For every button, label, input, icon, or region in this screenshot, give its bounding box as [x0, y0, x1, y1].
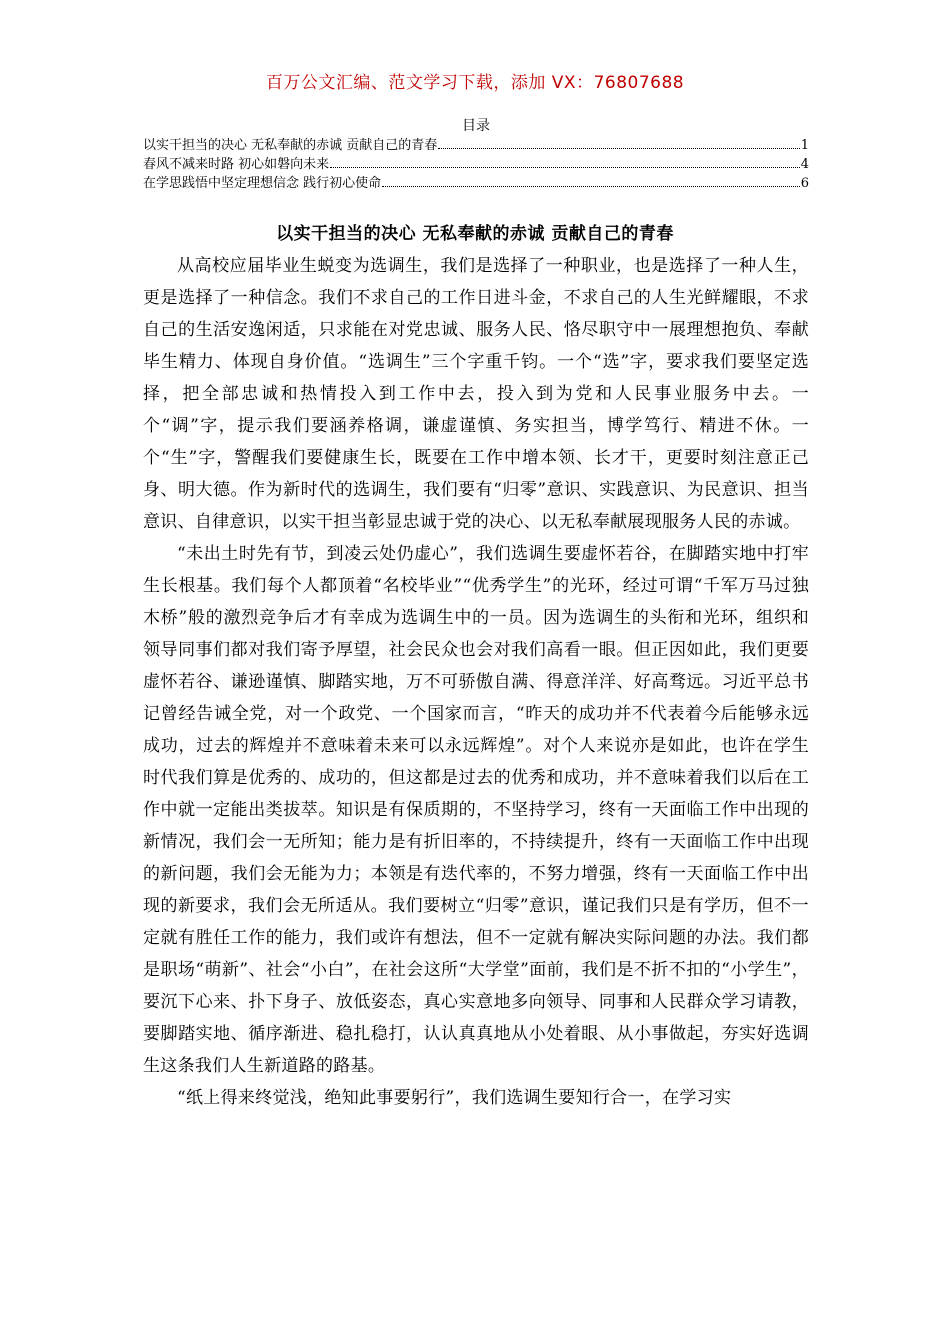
toc-entry[interactable]	[143, 136, 809, 155]
toc-leader-dots	[382, 176, 800, 187]
toc-entry-page: 4	[800, 157, 809, 172]
toc-entry[interactable]	[143, 174, 809, 193]
table-of-contents	[143, 117, 809, 193]
toc-entry-text: 以实干担当的决心 无私奉献的赤诚 贡献自己的青春	[143, 138, 438, 153]
toc-title: 目录	[462, 118, 490, 134]
toc-entry-text: 春风不减来时路 初心如磐向未来	[143, 157, 330, 172]
download-banner: 百万公文汇编、范文学习下载，添加 VX：76807688	[265, 73, 685, 93]
toc-entry-text: 在学思践悟中坚定理想信念 践行初心使命	[143, 176, 382, 191]
article-title: 以实干担当的决心 无私奉献的赤诚 贡献自己的青春	[276, 224, 674, 244]
article-body	[143, 250, 809, 1114]
toc-leader-dots	[330, 157, 800, 168]
paragraph: “未出土时先有节，到凌云处仍虚心”，我们选调生要虚怀若谷，在脚踏实地中打牢生长根基。我们每个人都顶着“名校毕业”“优秀学生”的光环，经过可谓“千军万马过独木桥”般的激烈竞争后才有幸成为选调生中的一员。因为选调生的头衔和光环，组织和领导同事们都对我们寄予厚望，社会民众也会对我们高看一眼。但正因如此，我们更要虚怀若谷、谦逊谨慎、脚踏实地，万不可骄傲自满、得意洋洋、好高骛远。习近平总书记曾经告诫全党，对一个政党、一个国家而言，“昨天的成功并不代表着今后能够永远成功，过去的辉煌并不意味着未来可以永远辉煌”。对个人来说亦是如此，也许在学生时代我们算是优秀的、成功的，但这都是过去的优秀和成功，并不意味着我们以后在工作中就一定能出类拔萃。知识是有保质期的，不坚持学习，终有一天面临工作中出现的新情况，我们会一无所知；能力是有折旧率的，不持续提升，终有一天面临工作中出现的新问题，我们会无能为力；本领是有迭代率的，不努力增强，终有一天面临工作中出现的新要求，我们会无所适从。我们要树立“归零”意识，谨记我们只是有学历，但不一定就有胜任工作的能力，我们或许有想法，但不一定就有解决实际问题的办法。我们都是职场“萌新”、社会“小白”，在社会这所“大学堂”面前，我们是不折不扣的“小学生”，要沉下心来、扑下身子、放低姿态，真心实意地多向领导、同事和人民群众学习请教，要脚踏实地、循序渐进、稳扎稳打，认认真真地从小处着眼、从小事做起，夯实好选调生这条我们人生新道路的路基。	[143, 544, 809, 1076]
toc-entry[interactable]	[143, 155, 809, 174]
toc-entry-page: 1	[800, 138, 809, 153]
toc-leader-dots	[438, 138, 799, 149]
paragraph: “纸上得来终觉浅，绝知此事要躬行”，我们选调生要知行合一，在学习实	[177, 1088, 732, 1108]
toc-entry-page: 6	[800, 176, 809, 191]
paragraph: 从高校应届毕业生蜕变为选调生，我们是选择了一种职业，也是选择了一种人生，更是选择了一种信念。我们不求自己的工作日进斗金，不求自己的人生光鲜耀眼，不求自己的生活安逸闲适，只求能在对党忠诚、服务人民、恪尽职守中一展理想抱负、奉献毕生精力、体现自身价值。“选调生”三个字重千钧。一个“选”字，要求我们要坚定选择，把全部忠诚和热情投入到工作中去，投入到为党和人民事业服务中去。一个“调”字，提示我们要涵养格调，谦虚谨慎、务实担当，博学笃行、精进不休。一个“生”字，警醒我们要健康生长，既要在工作中增本领、长才干，更要时刻注意正己身、明大德。作为新时代的选调生，我们要有“归零”意识、实践意识、为民意识、担当意识、自律意识，以实干担当彰显忠诚于党的决心、以无私奉献展现服务人民的赤诚。	[143, 256, 809, 532]
